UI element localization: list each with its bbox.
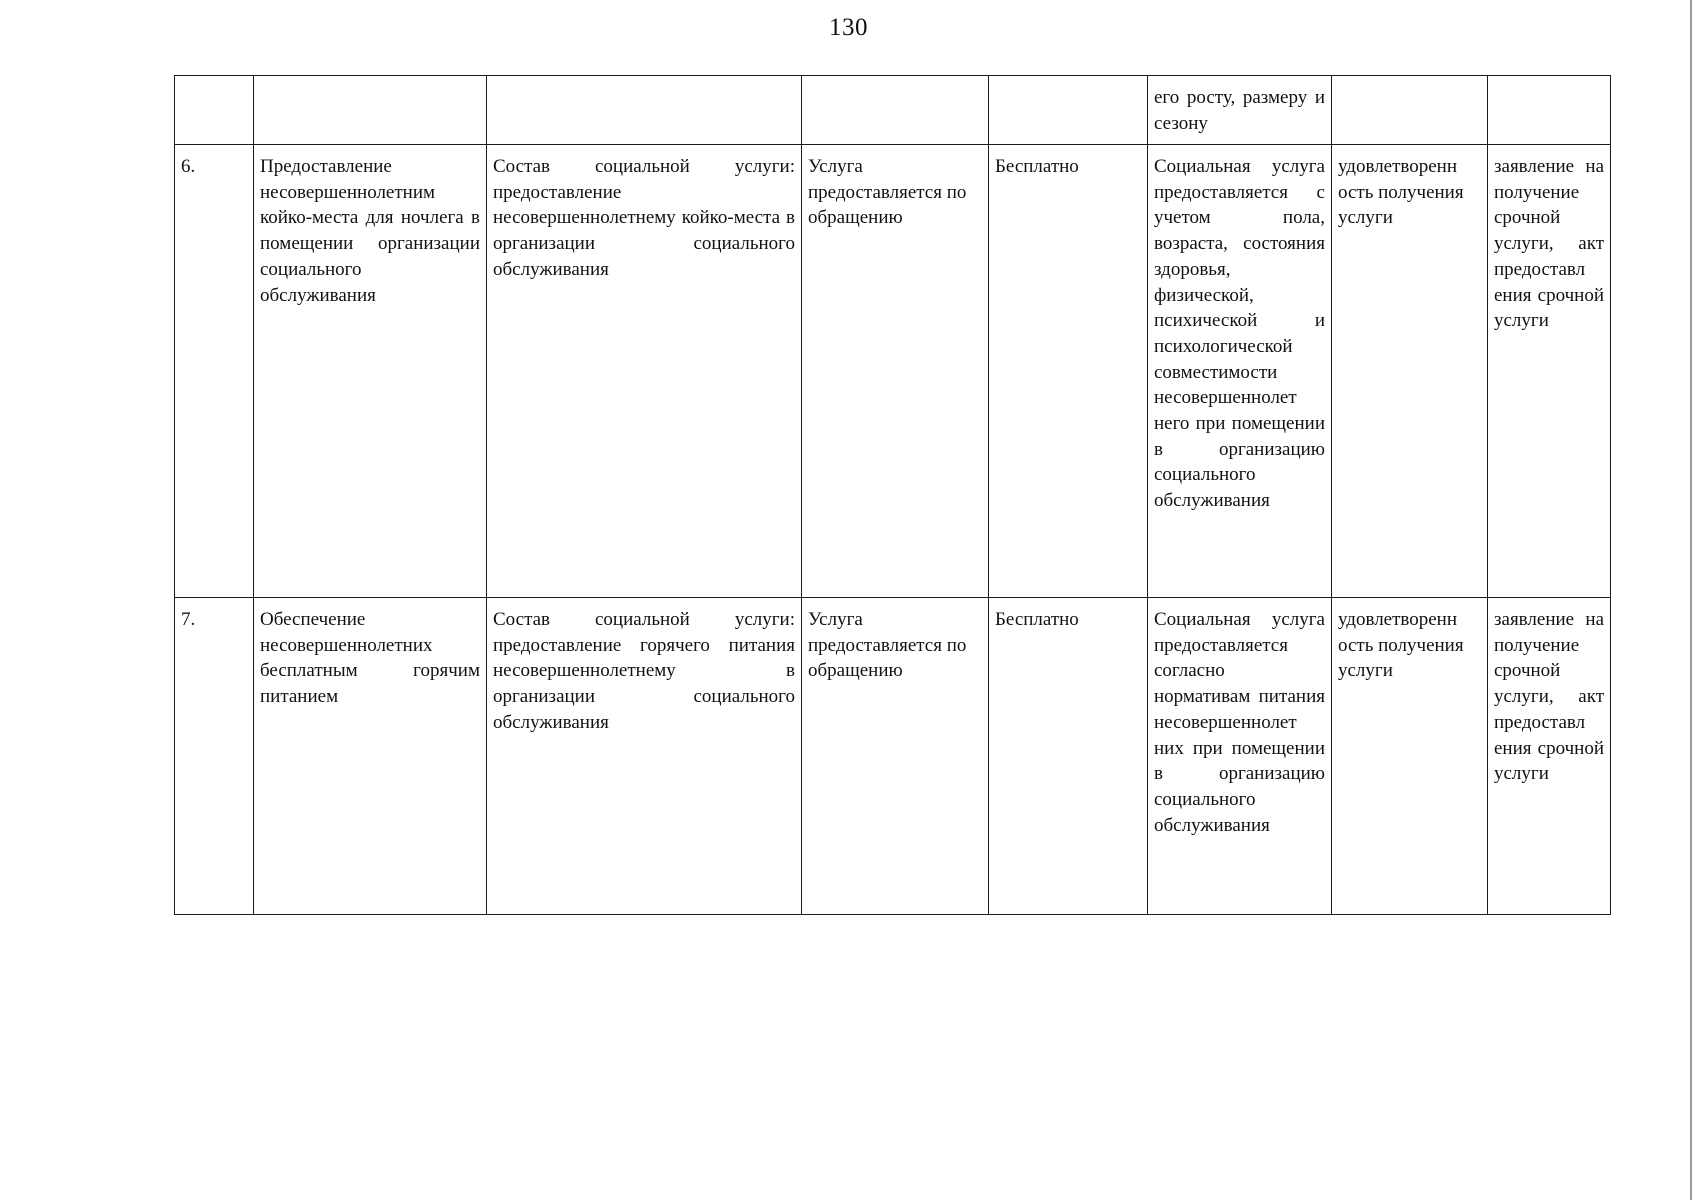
cell-composition: Состав социальной услуги: предоставление несовершеннолетнему койко-места в организации социального обслуживания (487, 145, 802, 598)
cell-composition (487, 76, 802, 145)
cell-service-name (254, 76, 487, 145)
cell-procedure: Услуга предоставляется по обращению (802, 598, 989, 915)
table-row-service-6 (175, 145, 1611, 598)
cell-cost (989, 76, 1148, 145)
cell-conditions: его росту, размеру и сезону (1148, 76, 1332, 145)
cell-conditions: Социальная услуга предоставляется согласно нормативам питания несовершеннолет них при помещении в организацию социального обслуживания (1148, 598, 1332, 915)
table-row-service-7 (175, 598, 1611, 915)
cell-procedure (802, 76, 989, 145)
cell-quality (1332, 76, 1488, 145)
cell-quality: удовлетворенн ость получения услуги (1332, 598, 1488, 915)
cell-composition: Состав социальной услуги: предоставление горячего питания несовершеннолетнему в организации социального обслуживания (487, 598, 802, 915)
cell-quality: удовлетворенн ость получения услуги (1332, 145, 1488, 598)
cell-service-name: Обеспечение несовершеннолетних бесплатным горячим питанием (254, 598, 487, 915)
cell-documents: заявление на получение срочной услуги, акт предоставл ения срочной услуги (1488, 598, 1611, 915)
cell-number: 6. (175, 145, 254, 598)
page-number: 130 (829, 14, 868, 41)
scan-edge-line (1690, 0, 1692, 1200)
cell-conditions: Социальная услуга предоставляется с учетом пола, возраста, состояния здоровья, физической, психической и психологической совместимости несовершеннолет него при помещении в организацию социального обслуживания (1148, 145, 1332, 598)
cell-number: 7. (175, 598, 254, 915)
cell-cost: Бесплатно (989, 145, 1148, 598)
table-row-continuation (175, 76, 1611, 145)
cell-documents: заявление на получение срочной услуги, акт предоставл ения срочной услуги (1488, 145, 1611, 598)
cell-service-name: Предоставление несовершеннолетним койко-места для ночлега в помещении организации социального обслуживания (254, 145, 487, 598)
cell-procedure: Услуга предоставляется по обращению (802, 145, 989, 598)
services-table (174, 75, 1611, 915)
cell-cost: Бесплатно (989, 598, 1148, 915)
cell-number (175, 76, 254, 145)
cell-documents (1488, 76, 1611, 145)
